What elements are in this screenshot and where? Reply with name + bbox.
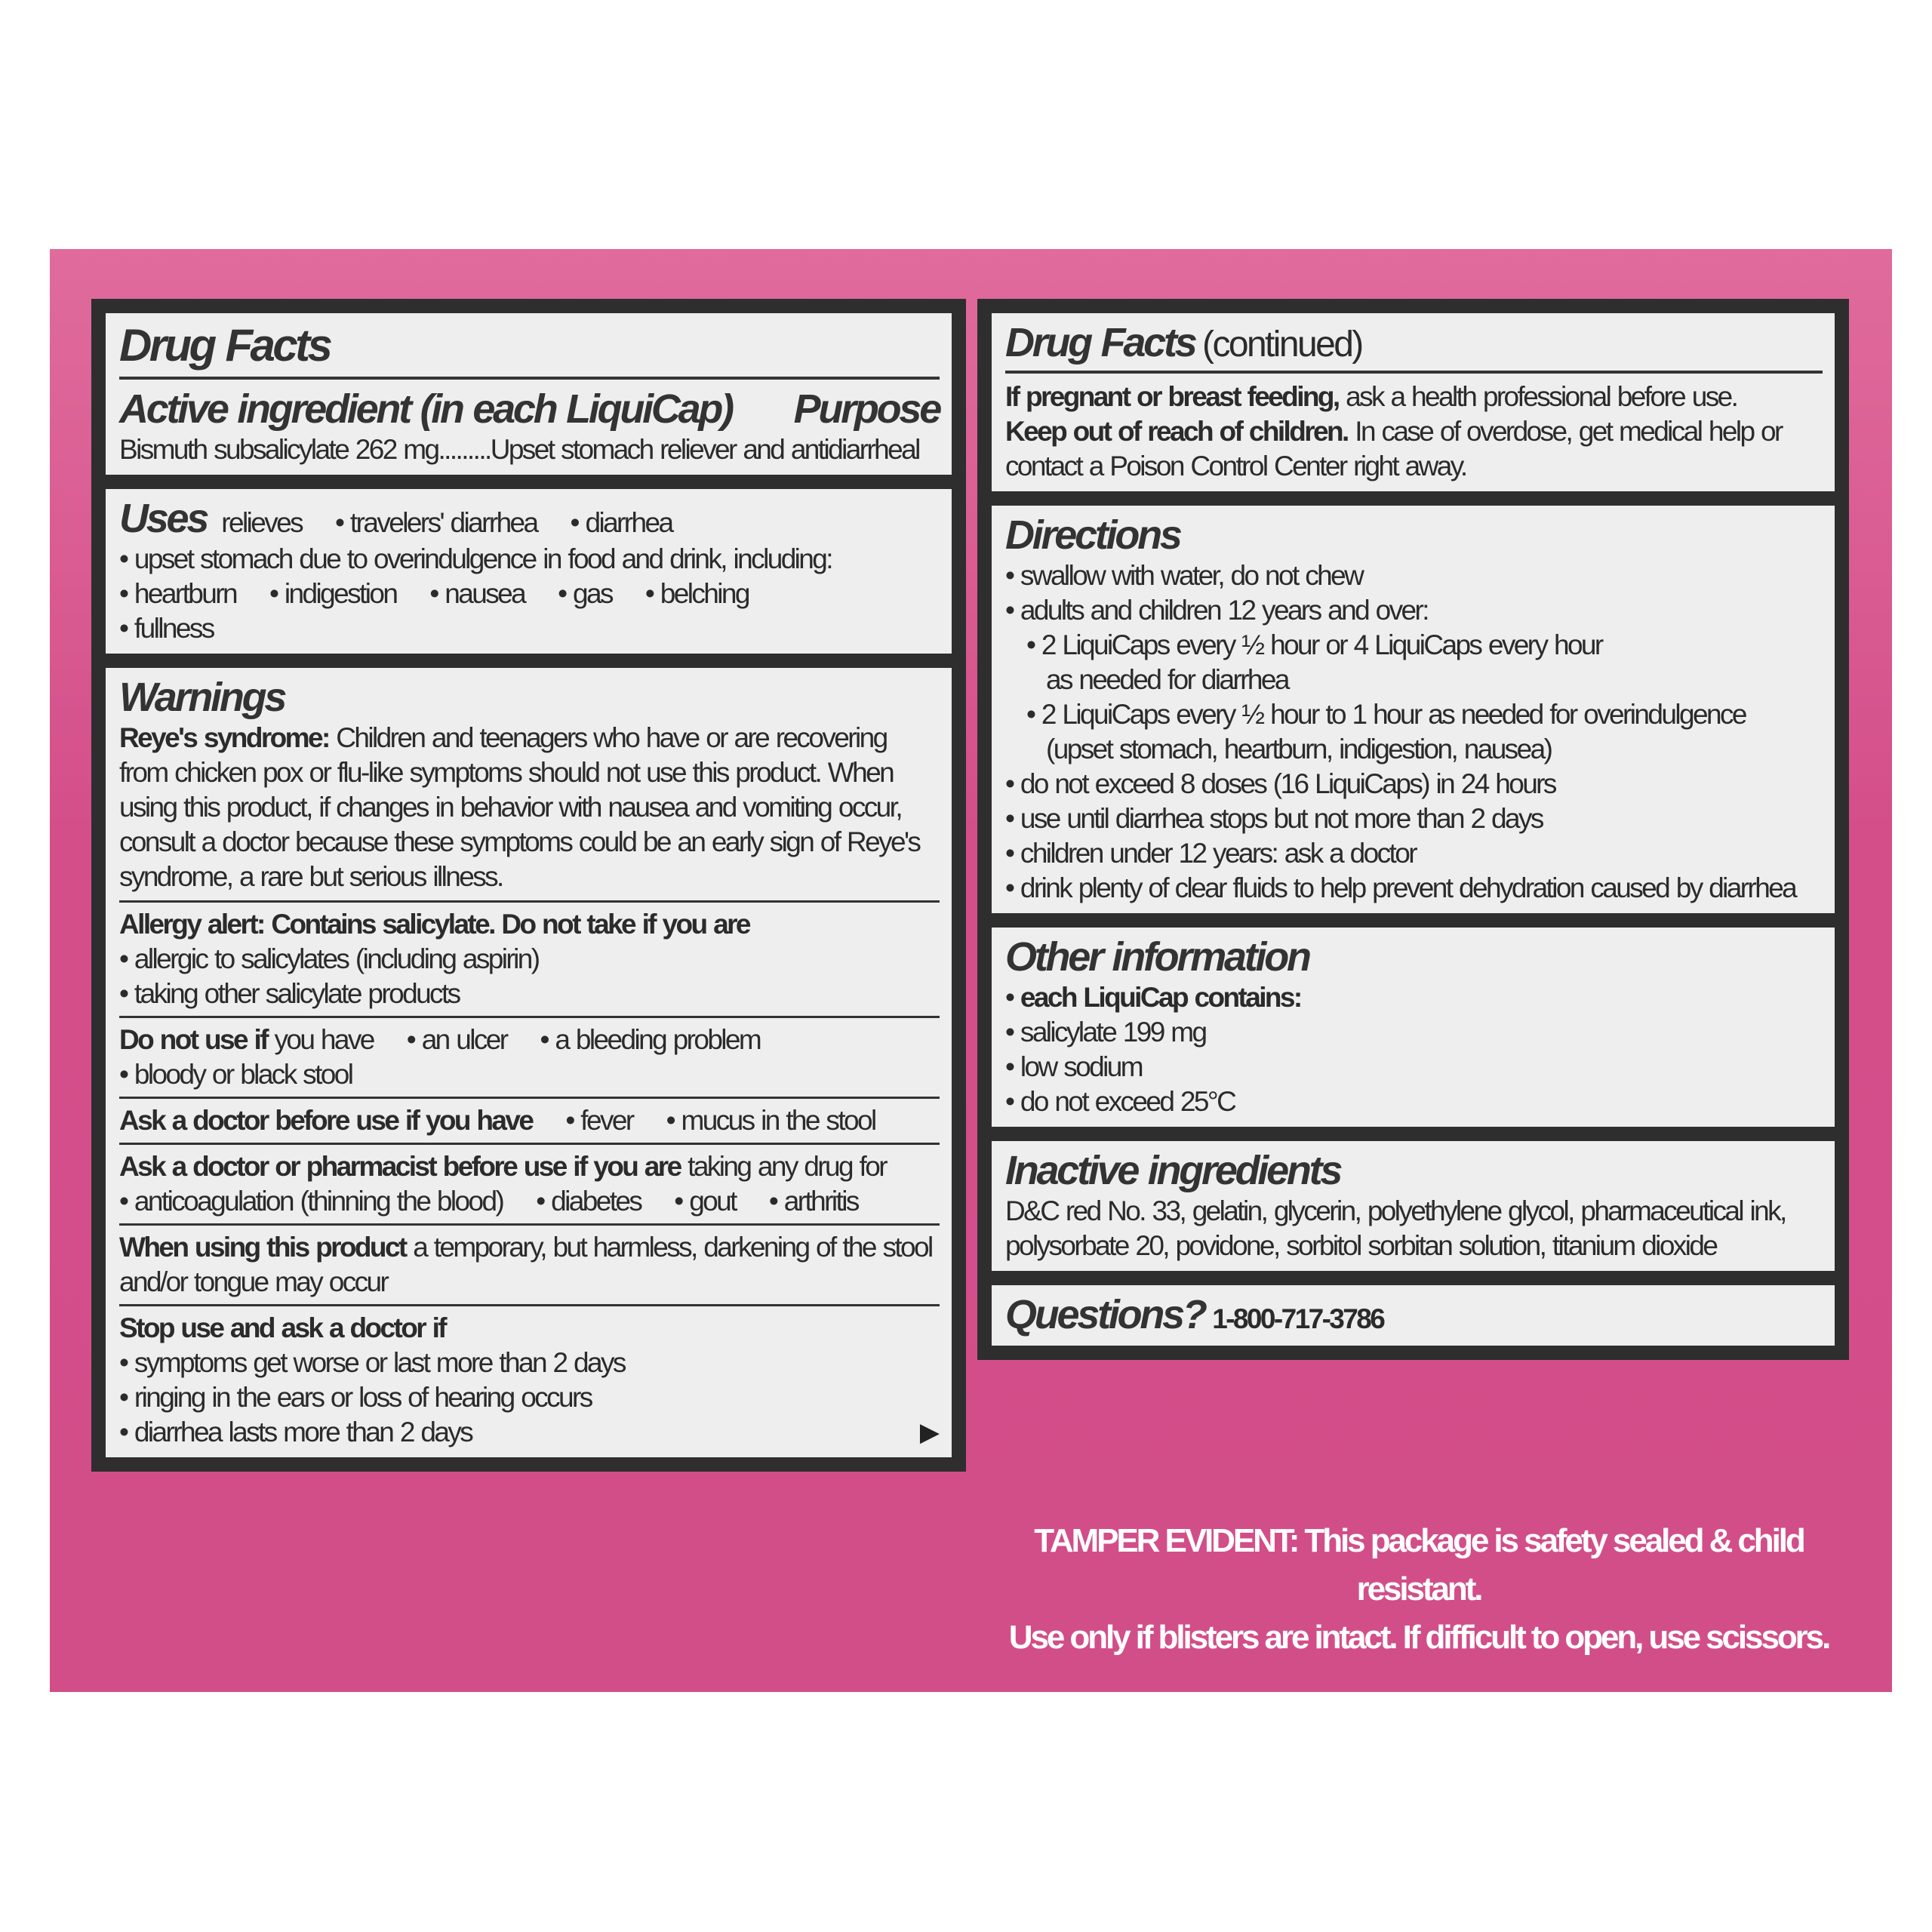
warnings-panel xyxy=(106,668,952,1457)
questions-heading: Questions? xyxy=(1005,1292,1205,1337)
inactive-ingredients-heading: Inactive ingredients xyxy=(1005,1148,1341,1193)
list-item: • diarrhea xyxy=(571,506,672,540)
list-item: • children under 12 years: ask a doctor xyxy=(1005,836,1823,871)
list-item: • symptoms get worse or last more than 2 days xyxy=(119,1346,940,1380)
when-using-text: a temporary, but harmless, darkening of the stool and/or tongue may occur xyxy=(119,1232,932,1297)
list-item-continued: (upset stomach, heartburn, indigestion, nausea) xyxy=(1046,734,1552,764)
list-item: • ringing in the ears or loss of hearing occurs xyxy=(119,1380,940,1415)
pregnancy-panel xyxy=(992,313,1835,491)
list-item: • do not exceed 8 doses (16 LiquiCaps) in 24 hours xyxy=(1005,767,1823,801)
keep-out-text: In case of overdose, get medical help or contact a Poison Control Center right away. xyxy=(1005,416,1782,481)
drug-facts-frame-left xyxy=(91,299,966,1472)
continue-arrow-icon: ▶ xyxy=(919,1418,940,1447)
questions-phone: 1-800-717-3786 xyxy=(1212,1303,1384,1334)
list-item: • 2 LiquiCaps every ½ hour to 1 hour as needed for overindulgence xyxy=(1005,697,1823,732)
list-item: • 2 LiquiCaps every ½ hour or 4 LiquiCaps every hour xyxy=(1005,628,1823,663)
inactive-ingredients-panel xyxy=(992,1141,1835,1271)
uses-panel xyxy=(106,489,952,654)
list-item: • an ulcer xyxy=(407,1023,507,1057)
list-item: • a bleeding problem xyxy=(540,1023,760,1057)
ask-pharmacist-label: Ask a doctor or pharmacist before use if you are xyxy=(119,1151,681,1182)
package-background xyxy=(50,249,1892,1692)
list-item: • taking other salicylate products xyxy=(119,977,940,1011)
active-ingredient-heading: Active ingredient (in each LiquiCap) xyxy=(119,386,732,432)
list-item: • travelers' diarrhea xyxy=(335,506,537,540)
list-item: • drink plenty of clear fluids to help prevent dehydration caused by diarrhea xyxy=(1005,871,1823,906)
uses-heading: Uses xyxy=(119,496,208,541)
list-item: • belching xyxy=(645,577,749,611)
active-ingredient-panel xyxy=(106,313,952,475)
reye-text: Children and teenagers who have or are recovering from chicken pox or flu-like symptoms should not use this product. When using this product, if changes in behavior with nausea and vomiting occur, consult a doctor because these symptoms could be an early sign of Reye's syndrome, a rare but serious illness. xyxy=(119,722,920,892)
keep-out-label: Keep out of reach of children. xyxy=(1005,416,1348,447)
ask-pharmacist-text: taking any drug for xyxy=(688,1151,886,1182)
list-item: • fullness xyxy=(119,611,940,646)
other-information-panel xyxy=(992,928,1835,1127)
drug-facts-continued-title: Drug Facts xyxy=(1005,320,1195,365)
when-using-label: When using this product xyxy=(119,1232,406,1263)
directions-panel xyxy=(992,506,1835,913)
divider xyxy=(1005,371,1823,374)
tamper-line-1: TAMPER EVIDENT: This package is safety sealed & child resistant. xyxy=(1034,1522,1804,1607)
list-item: • arthritis xyxy=(769,1186,858,1217)
list-item: each LiquiCap contains: xyxy=(1020,982,1301,1013)
list-item-continued: as needed for diarrhea xyxy=(1046,664,1288,695)
tamper-evident-notice xyxy=(977,1517,1860,1662)
tamper-line-2: Use only if blisters are intact. If difficult to open, use scissors. xyxy=(1008,1619,1829,1656)
allergy-label: Allergy alert: Contains salicylate. Do not take if you are xyxy=(119,909,749,940)
continued-label: (continued) xyxy=(1202,325,1362,365)
do-not-use-text: you have xyxy=(274,1024,374,1055)
list-item: • adults and children 12 years and over: xyxy=(1005,593,1823,628)
pregnant-label: If pregnant or breast feeding, xyxy=(1005,381,1339,412)
drug-facts-frame-right xyxy=(977,299,1849,1360)
list-item: • indigestion xyxy=(269,577,396,611)
list-item: • allergic to salicylates (including aspirin) xyxy=(119,942,940,977)
list-item: • diabetes xyxy=(536,1184,641,1219)
purpose-heading: Purpose xyxy=(793,386,940,432)
questions-panel xyxy=(992,1285,1835,1346)
list-item: • diarrhea lasts more than 2 days xyxy=(119,1415,472,1450)
list-item: • swallow with water, do not chew xyxy=(1005,558,1823,593)
drug-facts-title: Drug Facts xyxy=(119,320,331,371)
ask-doctor-label: Ask a doctor before use if you have xyxy=(119,1105,533,1136)
inactive-ingredients-text: D&C red No. 33, gelatin, glycerin, polyethylene glycol, pharmaceutical ink, polysorbate 20, povidone, sorbitol sorbitan solution, titanium dioxide xyxy=(1005,1195,1786,1261)
list-item: • mucus in the stool xyxy=(666,1103,875,1138)
uses-intro: relieves xyxy=(221,507,303,538)
directions-heading: Directions xyxy=(1005,512,1180,558)
list-item: • heartburn xyxy=(119,577,236,611)
list-item: • salicylate 199 mg xyxy=(1005,1015,1823,1050)
stop-use-label: Stop use and ask a doctor if xyxy=(119,1312,446,1343)
list-item: • anticoagulation (thinning the blood) xyxy=(119,1184,503,1219)
active-ingredient-line: Bismuth subsalicylate 262 mg.........Upset stomach reliever and antidiarrheal xyxy=(119,434,919,465)
divider xyxy=(119,377,940,380)
pregnant-text: ask a health professional before use. xyxy=(1346,381,1737,412)
list-item: • do not exceed 25°C xyxy=(1005,1084,1823,1119)
list-item: • bloody or black stool xyxy=(119,1057,940,1092)
reye-label: Reye's syndrome: xyxy=(119,722,329,753)
list-item: • gout xyxy=(674,1184,736,1219)
list-item: • fever xyxy=(565,1103,632,1138)
list-item: • use until diarrhea stops but not more than 2 days xyxy=(1005,801,1823,836)
other-information-heading: Other information xyxy=(1005,934,1309,980)
list-item: • low sodium xyxy=(1005,1050,1823,1084)
warnings-heading: Warnings xyxy=(119,675,285,720)
do-not-use-label: Do not use if xyxy=(119,1024,267,1055)
list-item: • nausea xyxy=(429,577,525,611)
list-item: • upset stomach due to overindulgence in food and drink, including: xyxy=(119,542,940,577)
list-item: • gas xyxy=(558,577,612,611)
